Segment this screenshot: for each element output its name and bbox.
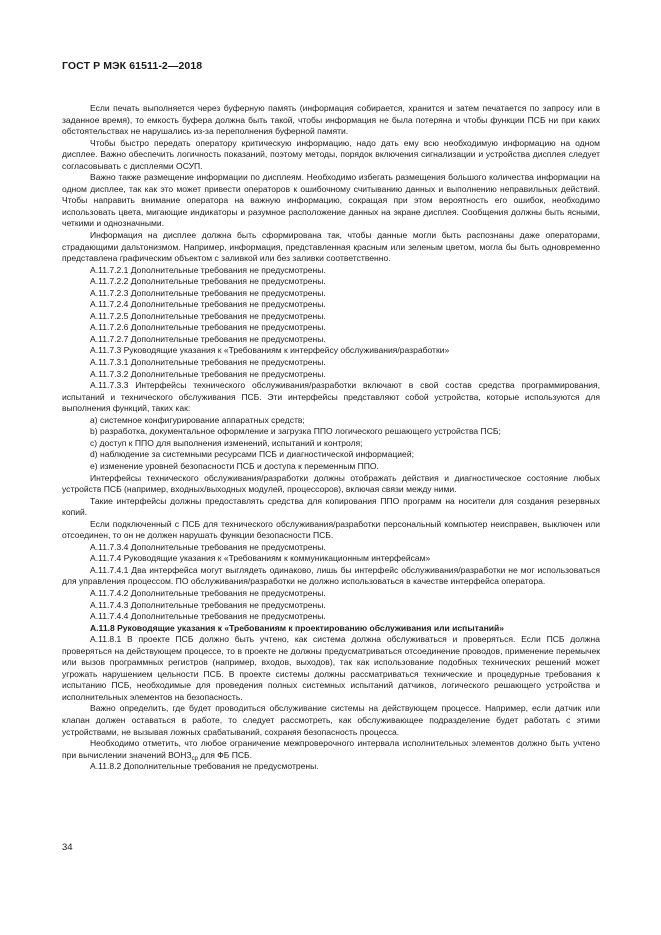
list-item: b) разработка, документальное оформление и загрузка ППО логического решающего устройства ПСБ;	[90, 426, 501, 437]
page-body	[62, 103, 600, 773]
paragraph: Интерфейсы технического обслуживания/разработки должны отображать действия и диагностическое состояние любых устройств ПСБ (например, входных/выходных модулей, процессоров), включая связи между ними.	[62, 472, 600, 495]
paragraph	[62, 738, 600, 761]
clause-item: А.11.7.4.4 Дополнительные требования не предусмотрены.	[90, 611, 326, 622]
clause-item: А.11.7.2.5 Дополнительные требования не предусмотрены.	[90, 310, 326, 321]
paragraph: Чтобы быстро передать оператору критическую информацию, надо дать ему всю необходимую информацию на одном дисплее. Важно обеспечить логичность показаний, поэтому методы, порядок включения сигнализации и устройства дисплея следует согласовывать с дисплеями ОСУП.	[62, 137, 600, 171]
clause-item: А.11.7.3.2 Дополнительные требования не предусмотрены.	[90, 368, 326, 379]
clause-item: А.11.7.2.6 Дополнительные требования не предусмотрены.	[90, 322, 326, 333]
clause-item: А.11.7.2.2 Дополнительные требования не предусмотрены.	[90, 276, 326, 287]
clause-item: А.11.7.4.2 Дополнительные требования не предусмотрены.	[90, 587, 326, 598]
paragraph: Информация на дисплее должна быть сформирована так, чтобы данные могли быть распознаны даже операторами, страдающими дальтонизмом. Например, информация, представленная красным или зеленым цветом, могла бы быть одновременно представлена графическим объектом с заливкой или без заливки соответственно.	[62, 230, 600, 264]
section-heading: А.11.8 Руководящие указания к «Требованиям к проектированию обслуживания или испытаний»	[90, 622, 504, 633]
paragraph: Важно определить, где будет проводиться обслуживание системы на действующем процессе. Например, если датчик или клапан должен оставаться в работе, то следует рассмотреть, как обслуживающее подразделение будет работать с этими устройствами, не вызывая ложных срабатываний, сохраняя безопасность процесса.	[62, 703, 600, 737]
paragraph: Такие интерфейсы должны предоставлять средства для копирования ППО программ на носители для создания резервных копий.	[62, 495, 600, 518]
list-item: a) системное конфигурирование аппаратных средств;	[90, 414, 305, 425]
page-number: 34	[62, 842, 73, 853]
clause-item: А.11.7.2.3 Дополнительные требования не предусмотрены.	[90, 287, 326, 298]
paragraph: А.11.7.3.3 Интерфейсы технического обслуживания/разработки включают в свой состав средства программирования, испытаний и технического обслуживания ПСБ. Эти интерфейсы представляют собой устройства, которые используются для выполнения функций, таких как:	[62, 380, 600, 414]
clause-item: А.11.8.2 Дополнительные требования не предусмотрены.	[90, 761, 319, 772]
clause-item: А.11.7.3.4 Дополнительные требования не предусмотрены.	[90, 541, 326, 552]
list-item: e) изменение уровней безопасности ПСБ и доступа к переменным ППО.	[90, 460, 379, 471]
clause-heading: А.11.7.3 Руководящие указания к «Требованиям к интерфейсу обслуживания/разработки»	[90, 345, 450, 356]
list-item: d) наблюдение за системными ресурсами ПСБ и диагностической информацией;	[90, 449, 414, 460]
clause-item: А.11.7.2.4 Дополнительные требования не предусмотрены.	[90, 299, 326, 310]
clause-heading: А.11.7.4 Руководящие указания к «Требованиям к коммуникационным интерфейсам»	[90, 553, 431, 564]
clause-item: А.11.7.2.1 Дополнительные требования не предусмотрены.	[90, 264, 326, 275]
list-item: c) доступ к ППО для выполнения изменений, испытаний и контроля;	[90, 437, 363, 448]
paragraph: А.11.7.4.1 Два интерфейса могут выглядеть одинаково, лишь бы интерфейс обслуживания/разработки не мог использоваться для управления процессом. ПО обслуживания/разработки не должно использоваться в качестве интерфейса оператора.	[62, 564, 600, 587]
text-run: Необходимо отметить, что любое ограничение межпроверочного интервала исполнительных элементов должно быть учтено при вычислении значений ВОНЗ	[62, 738, 600, 760]
text-run: для ФБ ПСБ.	[197, 749, 253, 760]
paragraph: А.11.8.1 В проекте ПСБ должно быть учтено, как система должна обслуживаться и проверяться. Если ПСБ должна проверяться на действующем процессе, то в проекте не должны предусматриваться отсоединение проводов, применение перемычек или вызов программных регистров (например, входов, выходов), так как использование подобных технических решений может угрожать нарушением цельности ПСБ. В проекте системы должны рассматриваться технические и процедурные требования к испытанию ПСБ, необходимые для проведения полных системных испытаний датчиков, логического решающего устройства и исполнительных элементов на безопасность.	[62, 634, 600, 702]
clause-item: А.11.7.4.3 Дополнительные требования не предусмотрены.	[90, 599, 326, 610]
subscript: ср	[191, 755, 198, 762]
document-header: ГОСТ Р МЭК 61511-2—2018	[62, 60, 203, 72]
paragraph: Если печать выполняется через буферную память (информация собирается, хранится и затем печатается по запросу или в заданное время), то емкость буфера должна быть такой, чтобы информация не была потеряна и чтобы функции ПСБ ни при каких обстоятельствах не нарушались из-за переполнения буферной памяти.	[62, 103, 600, 137]
clause-item: А.11.7.2.7 Дополнительные требования не предусмотрены.	[90, 333, 326, 344]
paragraph: Важно также размещение информации по дисплеям. Необходимо избегать размещения большого количества информации на одном дисплее, так как это может привести операторов к ошибочному считыванию данных и выполнению неправильных действий. Чтобы направить внимание оператора на важную информацию, сокращая при этом вероятность его ошибок, необходимо использовать цвета, мигающие индикаторы и разумное расположение данных на экране дисплея. Сообщения должны быть ясными, четкими и однозначными.	[62, 172, 600, 229]
clause-item: А.11.7.3.1 Дополнительные требования не предусмотрены.	[90, 357, 326, 368]
paragraph: Если подключенный с ПСБ для технического обслуживания/разработки персональный компьютер неисправен, выключен или отсоединен, то он не должен нарушать функции безопасности ПСБ.	[62, 518, 600, 541]
